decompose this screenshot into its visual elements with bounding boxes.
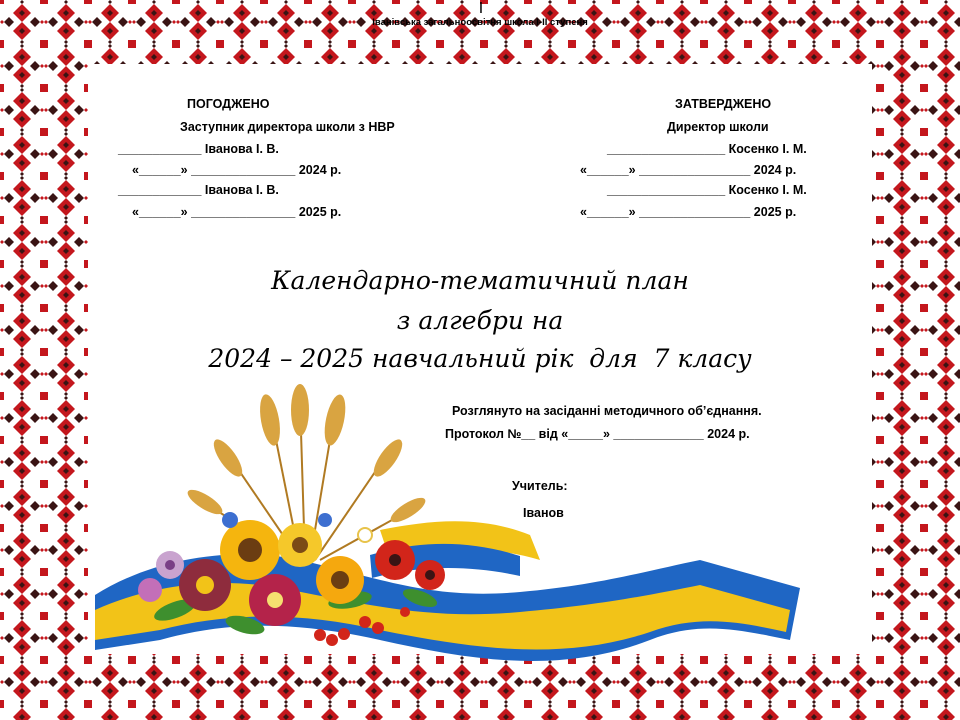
director-sign-line-2025: _________________ Косенко І. М. [607, 183, 807, 197]
deputy-date-line-2024: «______» _______________ 2024 р. [132, 163, 342, 177]
deputy-sign-line-2025: ____________ Іванова І. В. [118, 183, 279, 197]
document-title-line-1: Календарно-тематичний план [271, 266, 689, 295]
approved-heading: ЗАТВЕРДЖЕНО [675, 97, 772, 111]
document-title-line-3: 2024 – 2025 навчальний рік для 7 класу [208, 344, 752, 373]
director-date-line-2024: «______» ________________ 2024 р. [580, 163, 797, 177]
review-statement: Розглянуто на засіданні методичного об’єднання. [452, 404, 762, 418]
teacher-name: Іванов [523, 506, 564, 520]
deputy-sign-line-2024: ____________ Іванова І. В. [118, 142, 279, 156]
protocol-line: Протокол №__ від «_____» _____________ 2024 р. [445, 427, 750, 441]
deputy-director-position: Заступник директора школи з НВР [180, 120, 395, 134]
agreed-heading: ПОГОДЖЕНО [187, 97, 270, 111]
document-title-line-2: з алгебри на [396, 306, 564, 335]
wheat-ears [184, 384, 428, 527]
header-mark: І [478, 0, 484, 17]
sunflower [220, 520, 280, 580]
deputy-date-line-2025: «______» _______________ 2025 р. [132, 205, 342, 219]
director-sign-line-2024: _________________ Косенко І. М. [607, 142, 807, 156]
director-date-line-2025: «______» ________________ 2025 р. [580, 205, 797, 219]
school-name: Іванівська загальноосвітня школа І-ІІ ступеня [372, 17, 588, 28]
teacher-label: Учитель: [512, 479, 568, 493]
director-position: Директор школи [667, 120, 769, 134]
